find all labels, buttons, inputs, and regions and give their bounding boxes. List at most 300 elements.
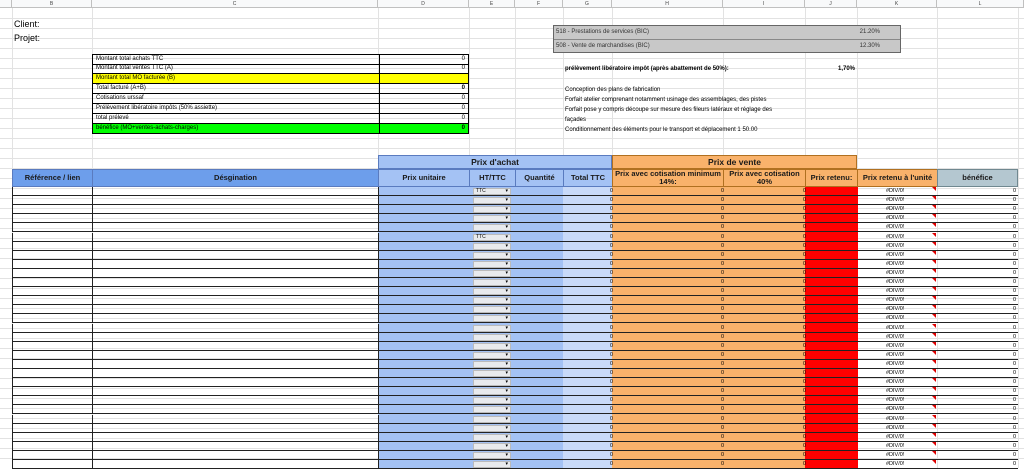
prix-min-cell[interactable]: 0 bbox=[720, 334, 724, 340]
chevron-down-icon[interactable]: ▾ bbox=[505, 361, 508, 367]
table-row[interactable] bbox=[12, 424, 1018, 433]
prix-40-cell[interactable]: 0 bbox=[802, 379, 806, 385]
chevron-down-icon[interactable]: ▾ bbox=[505, 252, 508, 258]
ht-ttc-dropdown[interactable] bbox=[473, 279, 511, 286]
prix-min-cell[interactable]: 0 bbox=[720, 452, 724, 458]
summary-row[interactable] bbox=[92, 104, 469, 114]
prix-40-cell[interactable]: 0 bbox=[802, 452, 806, 458]
benefice-cell[interactable]: 0 bbox=[1012, 325, 1016, 331]
benefice-cell[interactable]: 0 bbox=[1012, 406, 1016, 412]
prix-unite-cell[interactable]: #DIV/0! bbox=[886, 261, 905, 267]
prix-min-cell[interactable]: 0 bbox=[720, 288, 724, 294]
table-row[interactable] bbox=[12, 314, 1018, 323]
chevron-down-icon[interactable]: ▾ bbox=[505, 206, 508, 212]
chevron-down-icon[interactable]: ▾ bbox=[505, 334, 508, 340]
error-marker-icon bbox=[932, 433, 936, 437]
chevron-down-icon[interactable]: ▾ bbox=[505, 234, 508, 240]
ht-ttc-dropdown[interactable] bbox=[473, 452, 511, 459]
table-row[interactable] bbox=[12, 205, 1018, 214]
prix-40-cell[interactable]: 0 bbox=[802, 461, 806, 467]
table-row[interactable] bbox=[12, 187, 1018, 196]
ht-ttc-dropdown[interactable] bbox=[473, 261, 511, 268]
prix-40-cell[interactable]: 0 bbox=[802, 388, 806, 394]
prix-min-cell[interactable]: 0 bbox=[720, 397, 724, 403]
benefice-cell[interactable]: 0 bbox=[1012, 343, 1016, 349]
chevron-down-icon[interactable]: ▾ bbox=[505, 224, 508, 230]
table-row[interactable] bbox=[12, 378, 1018, 387]
col-header-f[interactable]: F bbox=[515, 0, 563, 8]
summary-row[interactable] bbox=[92, 124, 469, 134]
summary-value[interactable]: 0 bbox=[461, 125, 465, 131]
table-row[interactable] bbox=[12, 433, 1018, 442]
prix-40-cell[interactable]: 0 bbox=[802, 288, 806, 294]
total-ttc-cell[interactable]: 0 bbox=[609, 224, 613, 230]
prix-min-cell[interactable]: 0 bbox=[720, 443, 724, 449]
ht-ttc-dropdown[interactable] bbox=[473, 388, 511, 395]
prix-min-cell[interactable]: 0 bbox=[720, 279, 724, 285]
benefice-cell[interactable]: 0 bbox=[1012, 388, 1016, 394]
chevron-down-icon[interactable]: ▾ bbox=[505, 325, 508, 331]
benefice-cell[interactable]: 0 bbox=[1012, 352, 1016, 358]
prix-min-cell[interactable]: 0 bbox=[720, 215, 724, 221]
total-ttc-cell[interactable]: 0 bbox=[609, 361, 613, 367]
ht-ttc-dropdown[interactable] bbox=[473, 406, 511, 413]
prix-unite-cell[interactable]: #DIV/0! bbox=[886, 397, 905, 403]
prix-40-cell[interactable]: 0 bbox=[802, 306, 806, 312]
ht-ttc-dropdown[interactable] bbox=[473, 461, 511, 468]
prix-unite-cell[interactable]: #DIV/0! bbox=[886, 361, 905, 367]
benefice-cell[interactable]: 0 bbox=[1012, 361, 1016, 367]
chevron-down-icon[interactable]: ▾ bbox=[505, 416, 508, 422]
chevron-down-icon[interactable]: ▾ bbox=[505, 388, 508, 394]
prix-40-cell[interactable]: 0 bbox=[802, 206, 806, 212]
row-divider bbox=[92, 333, 93, 342]
benefice-cell[interactable]: 0 bbox=[1012, 288, 1016, 294]
table-row[interactable] bbox=[12, 260, 1018, 269]
ht-ttc-dropdown[interactable] bbox=[473, 224, 511, 231]
prix-min-cell[interactable]: 0 bbox=[720, 243, 724, 249]
prix-min-cell[interactable]: 0 bbox=[720, 188, 724, 194]
col-header-h[interactable]: H bbox=[612, 0, 723, 8]
table-row[interactable] bbox=[12, 242, 1018, 251]
prix-min-cell[interactable]: 0 bbox=[720, 224, 724, 230]
prix-unite-cell[interactable]: #DIV/0! bbox=[886, 388, 905, 394]
row-divider bbox=[378, 415, 379, 424]
total-ttc-cell[interactable]: 0 bbox=[609, 461, 613, 467]
total-ttc-cell[interactable]: 0 bbox=[609, 288, 613, 294]
prix-40-cell[interactable]: 0 bbox=[802, 370, 806, 376]
error-marker-icon bbox=[932, 360, 936, 364]
prix-min-cell[interactable]: 0 bbox=[720, 406, 724, 412]
prix-40-cell[interactable]: 0 bbox=[802, 261, 806, 267]
benefice-cell[interactable]: 0 bbox=[1012, 279, 1016, 285]
summary-value[interactable]: 0 bbox=[461, 85, 465, 91]
prix-unite-cell[interactable]: #DIV/0! bbox=[886, 188, 905, 194]
prix-40-cell[interactable]: 0 bbox=[802, 224, 806, 230]
col-header-e[interactable]: E bbox=[469, 0, 515, 8]
prix-40-cell[interactable]: 0 bbox=[802, 243, 806, 249]
ht-ttc-dropdown[interactable] bbox=[473, 379, 511, 386]
prix-40-cell[interactable]: 0 bbox=[802, 297, 806, 303]
ht-ttc-dropdown[interactable] bbox=[473, 234, 511, 241]
benefice-cell[interactable]: 0 bbox=[1012, 461, 1016, 467]
benefice-cell[interactable]: 0 bbox=[1012, 370, 1016, 376]
prix-unite-cell[interactable]: #DIV/0! bbox=[886, 434, 905, 440]
benefice-cell[interactable]: 0 bbox=[1012, 206, 1016, 212]
total-ttc-cell[interactable]: 0 bbox=[609, 215, 613, 221]
total-ttc-cell[interactable]: 0 bbox=[609, 352, 613, 358]
total-ttc-cell[interactable]: 0 bbox=[609, 425, 613, 431]
table-row[interactable] bbox=[12, 442, 1018, 451]
total-ttc-cell[interactable]: 0 bbox=[609, 452, 613, 458]
error-marker-icon bbox=[932, 314, 936, 318]
benefice-cell[interactable]: 0 bbox=[1012, 243, 1016, 249]
chevron-down-icon[interactable]: ▾ bbox=[505, 315, 508, 321]
chevron-down-icon[interactable]: ▾ bbox=[505, 288, 508, 294]
prix-min-cell[interactable]: 0 bbox=[720, 434, 724, 440]
prix-min-cell[interactable]: 0 bbox=[720, 306, 724, 312]
ht-ttc-dropdown[interactable] bbox=[473, 297, 511, 304]
total-ttc-cell[interactable]: 0 bbox=[609, 261, 613, 267]
header-reference: Référence / lien bbox=[12, 169, 93, 187]
col-header-c[interactable]: C bbox=[92, 0, 378, 8]
total-ttc-cell[interactable]: 0 bbox=[609, 234, 613, 240]
prix-unite-cell[interactable]: #DIV/0! bbox=[886, 288, 905, 294]
benefice-cell[interactable]: 0 bbox=[1012, 224, 1016, 230]
total-ttc-cell[interactable]: 0 bbox=[609, 325, 613, 331]
benefice-cell[interactable]: 0 bbox=[1012, 416, 1016, 422]
total-ttc-cell[interactable]: 0 bbox=[609, 397, 613, 403]
error-marker-icon bbox=[932, 205, 936, 209]
error-marker-icon bbox=[932, 442, 936, 446]
summary-value[interactable]: 0 bbox=[461, 115, 465, 121]
ht-ttc-dropdown[interactable] bbox=[473, 434, 511, 441]
prix-unite-cell[interactable]: #DIV/0! bbox=[886, 215, 905, 221]
table-row[interactable] bbox=[12, 324, 1018, 333]
total-ttc-cell[interactable]: 0 bbox=[609, 334, 613, 340]
prix-40-cell[interactable]: 0 bbox=[802, 188, 806, 194]
prix-min-cell[interactable]: 0 bbox=[720, 461, 724, 467]
summary-divider bbox=[379, 114, 380, 123]
benefice-cell[interactable]: 0 bbox=[1012, 443, 1016, 449]
ht-ttc-dropdown[interactable] bbox=[473, 197, 511, 204]
prix-unite-cell[interactable]: #DIV/0! bbox=[886, 270, 905, 276]
prix-unite-cell[interactable]: #DIV/0! bbox=[886, 370, 905, 376]
summary-row[interactable] bbox=[92, 114, 469, 124]
prix-40-cell[interactable]: 0 bbox=[802, 397, 806, 403]
ht-ttc-dropdown[interactable] bbox=[473, 443, 511, 450]
ht-ttc-dropdown[interactable] bbox=[473, 306, 511, 313]
chevron-down-icon[interactable]: ▾ bbox=[505, 434, 508, 440]
chevron-down-icon[interactable]: ▾ bbox=[505, 297, 508, 303]
ht-ttc-dropdown[interactable] bbox=[473, 425, 511, 432]
prix-unite-cell[interactable]: #DIV/0! bbox=[886, 425, 905, 431]
ht-ttc-dropdown[interactable] bbox=[473, 325, 511, 332]
prix-40-cell[interactable]: 0 bbox=[802, 252, 806, 258]
ht-ttc-dropdown[interactable] bbox=[473, 315, 511, 322]
chevron-down-icon[interactable]: ▾ bbox=[505, 352, 508, 358]
benefice-cell[interactable]: 0 bbox=[1012, 188, 1016, 194]
ht-ttc-dropdown[interactable] bbox=[473, 334, 511, 341]
prix-min-cell[interactable]: 0 bbox=[720, 252, 724, 258]
summary-row[interactable] bbox=[92, 74, 469, 84]
table-row[interactable] bbox=[12, 360, 1018, 369]
prix-unite-cell[interactable]: #DIV/0! bbox=[886, 206, 905, 212]
col-header-g[interactable]: G bbox=[563, 0, 612, 8]
prix-unite-cell[interactable]: #DIV/0! bbox=[886, 443, 905, 449]
prix-40-cell[interactable]: 0 bbox=[802, 416, 806, 422]
table-row[interactable] bbox=[12, 387, 1018, 396]
total-ttc-cell[interactable]: 0 bbox=[609, 252, 613, 258]
benefice-cell[interactable]: 0 bbox=[1012, 252, 1016, 258]
prix-unite-cell[interactable]: #DIV/0! bbox=[886, 416, 905, 422]
prix-min-cell[interactable]: 0 bbox=[720, 325, 724, 331]
prix-unite-cell[interactable]: #DIV/0! bbox=[886, 334, 905, 340]
benefice-cell[interactable]: 0 bbox=[1012, 297, 1016, 303]
prix-unite-cell[interactable]: #DIV/0! bbox=[886, 197, 905, 203]
col-header-k[interactable]: K bbox=[857, 0, 937, 8]
chevron-down-icon[interactable]: ▾ bbox=[505, 370, 508, 376]
chevron-down-icon[interactable]: ▾ bbox=[505, 197, 508, 203]
prix-min-cell[interactable]: 0 bbox=[720, 388, 724, 394]
table-row[interactable] bbox=[12, 333, 1018, 342]
ht-ttc-dropdown[interactable] bbox=[473, 270, 511, 277]
summary-row[interactable] bbox=[92, 84, 469, 94]
table-row[interactable] bbox=[12, 196, 1018, 205]
benefice-cell[interactable]: 0 bbox=[1012, 397, 1016, 403]
chevron-down-icon[interactable]: ▾ bbox=[505, 452, 508, 458]
summary-value[interactable]: 0 bbox=[461, 56, 465, 62]
total-ttc-cell[interactable]: 0 bbox=[609, 416, 613, 422]
benefice-cell[interactable]: 0 bbox=[1012, 434, 1016, 440]
prix-min-cell[interactable]: 0 bbox=[720, 361, 724, 367]
total-ttc-cell[interactable]: 0 bbox=[609, 206, 613, 212]
benefice-cell[interactable]: 0 bbox=[1012, 215, 1016, 221]
ht-ttc-dropdown[interactable] bbox=[473, 288, 511, 295]
chevron-down-icon[interactable]: ▾ bbox=[505, 379, 508, 385]
prix-unite-cell[interactable]: #DIV/0! bbox=[886, 252, 905, 258]
prix-min-cell[interactable]: 0 bbox=[720, 261, 724, 267]
prix-min-cell[interactable]: 0 bbox=[720, 315, 724, 321]
row-divider bbox=[378, 405, 379, 414]
total-ttc-cell[interactable]: 0 bbox=[609, 297, 613, 303]
table-row[interactable] bbox=[12, 451, 1018, 460]
ht-ttc-dropdown[interactable] bbox=[473, 206, 511, 213]
chevron-down-icon[interactable]: ▾ bbox=[505, 243, 508, 249]
prix-min-cell[interactable]: 0 bbox=[720, 416, 724, 422]
error-marker-icon bbox=[932, 333, 936, 337]
table-row[interactable] bbox=[12, 223, 1018, 232]
row-divider bbox=[12, 405, 13, 414]
chevron-down-icon[interactable]: ▾ bbox=[505, 261, 508, 267]
summary-row[interactable] bbox=[92, 94, 469, 104]
row-divider bbox=[12, 251, 13, 260]
ht-ttc-dropdown[interactable] bbox=[473, 188, 511, 195]
total-ttc-cell[interactable]: 0 bbox=[609, 379, 613, 385]
benefice-cell[interactable]: 0 bbox=[1012, 379, 1016, 385]
summary-row[interactable] bbox=[92, 64, 469, 74]
prix-unite-cell[interactable]: #DIV/0! bbox=[886, 452, 905, 458]
prix-min-cell[interactable]: 0 bbox=[720, 206, 724, 212]
prix-40-cell[interactable]: 0 bbox=[802, 197, 806, 203]
prix-40-cell[interactable]: 0 bbox=[802, 215, 806, 221]
prix-min-cell[interactable]: 0 bbox=[720, 379, 724, 385]
prix-40-cell[interactable]: 0 bbox=[802, 425, 806, 431]
row-divider bbox=[12, 351, 13, 360]
prix-min-cell[interactable]: 0 bbox=[720, 297, 724, 303]
prix-40-cell[interactable]: 0 bbox=[802, 315, 806, 321]
row-divider bbox=[12, 415, 13, 424]
prix-unite-cell[interactable]: #DIV/0! bbox=[886, 406, 905, 412]
prelevement-label: prélèvement libératoire impôt (après abattement de 50%): bbox=[565, 66, 729, 72]
prix-min-cell[interactable]: 0 bbox=[720, 352, 724, 358]
benefice-cell[interactable]: 0 bbox=[1012, 234, 1016, 240]
corner-cell[interactable] bbox=[0, 0, 12, 8]
prix-min-cell[interactable]: 0 bbox=[720, 425, 724, 431]
chevron-down-icon[interactable]: ▾ bbox=[505, 397, 508, 403]
table-row[interactable] bbox=[12, 214, 1018, 223]
ht-ttc-dropdown[interactable] bbox=[473, 215, 511, 222]
ht-ttc-dropdown[interactable] bbox=[473, 252, 511, 259]
table-row[interactable] bbox=[12, 342, 1018, 351]
benefice-cell[interactable]: 0 bbox=[1012, 452, 1016, 458]
total-ttc-cell[interactable]: 0 bbox=[609, 370, 613, 376]
total-ttc-cell[interactable]: 0 bbox=[609, 434, 613, 440]
row-divider bbox=[92, 214, 93, 223]
chevron-down-icon[interactable]: ▾ bbox=[505, 461, 508, 467]
total-ttc-cell[interactable]: 0 bbox=[609, 443, 613, 449]
total-ttc-cell[interactable]: 0 bbox=[609, 279, 613, 285]
ht-ttc-dropdown[interactable] bbox=[473, 361, 511, 368]
ht-ttc-dropdown[interactable] bbox=[473, 343, 511, 350]
benefice-cell[interactable]: 0 bbox=[1012, 306, 1016, 312]
total-ttc-cell[interactable]: 0 bbox=[609, 270, 613, 276]
prix-40-cell[interactable]: 0 bbox=[802, 279, 806, 285]
prix-unite-cell[interactable]: #DIV/0! bbox=[886, 343, 905, 349]
row-divider bbox=[92, 223, 93, 232]
chevron-down-icon[interactable]: ▾ bbox=[505, 215, 508, 221]
chevron-down-icon[interactable]: ▾ bbox=[505, 188, 508, 194]
prix-min-cell[interactable]: 0 bbox=[720, 234, 724, 240]
chevron-down-icon[interactable]: ▾ bbox=[505, 443, 508, 449]
prix-40-cell[interactable]: 0 bbox=[802, 361, 806, 367]
prix-unite-cell[interactable]: #DIV/0! bbox=[886, 224, 905, 230]
prix-min-cell[interactable]: 0 bbox=[720, 370, 724, 376]
ht-ttc-dropdown[interactable] bbox=[473, 416, 511, 423]
prix-unite-cell[interactable]: #DIV/0! bbox=[886, 315, 905, 321]
table-row[interactable] bbox=[12, 296, 1018, 305]
prix-40-cell[interactable]: 0 bbox=[802, 352, 806, 358]
table-row[interactable] bbox=[12, 233, 1018, 242]
col-header-d[interactable]: D bbox=[378, 0, 469, 8]
chevron-down-icon[interactable]: ▾ bbox=[505, 306, 508, 312]
prix-40-cell[interactable]: 0 bbox=[802, 434, 806, 440]
total-ttc-cell[interactable]: 0 bbox=[609, 315, 613, 321]
summary-value[interactable]: 0 bbox=[461, 105, 465, 111]
benefice-cell[interactable]: 0 bbox=[1012, 334, 1016, 340]
prix-40-cell[interactable]: 0 bbox=[802, 443, 806, 449]
ht-ttc-dropdown[interactable] bbox=[473, 243, 511, 250]
table-row[interactable] bbox=[12, 269, 1018, 278]
ht-ttc-dropdown[interactable] bbox=[473, 352, 511, 359]
col-header-i[interactable]: I bbox=[723, 0, 805, 8]
summary-value[interactable]: 0 bbox=[461, 95, 465, 101]
total-ttc-cell[interactable]: 0 bbox=[609, 406, 613, 412]
table-row[interactable] bbox=[12, 305, 1018, 314]
chevron-down-icon[interactable]: ▾ bbox=[505, 425, 508, 431]
table-row[interactable] bbox=[12, 351, 1018, 360]
prix-min-cell[interactable]: 0 bbox=[720, 270, 724, 276]
prix-unite-cell[interactable]: #DIV/0! bbox=[886, 352, 905, 358]
chevron-down-icon[interactable]: ▾ bbox=[505, 279, 508, 285]
group-header-vente: Prix de vente bbox=[612, 155, 857, 169]
table-row[interactable] bbox=[12, 369, 1018, 378]
summary-label: Montant total ventes TTC (A) bbox=[96, 65, 173, 71]
prix-unite-cell[interactable]: #DIV/0! bbox=[886, 461, 905, 467]
summary-value[interactable]: 0 bbox=[461, 65, 465, 71]
prix-unite-cell[interactable]: #DIV/0! bbox=[886, 306, 905, 312]
benefice-cell[interactable]: 0 bbox=[1012, 261, 1016, 267]
prix-40-cell[interactable]: 0 bbox=[802, 270, 806, 276]
prix-40-cell[interactable]: 0 bbox=[802, 343, 806, 349]
table-row[interactable] bbox=[12, 405, 1018, 414]
benefice-cell[interactable]: 0 bbox=[1012, 425, 1016, 431]
ht-ttc-dropdown[interactable] bbox=[473, 397, 511, 404]
prix-unite-cell[interactable]: #DIV/0! bbox=[886, 325, 905, 331]
prix-unite-cell[interactable]: #DIV/0! bbox=[886, 243, 905, 249]
prix-min-cell[interactable]: 0 bbox=[720, 197, 724, 203]
table-row[interactable] bbox=[12, 251, 1018, 260]
prix-unite-cell[interactable]: #DIV/0! bbox=[886, 234, 905, 240]
prix-40-cell[interactable]: 0 bbox=[802, 234, 806, 240]
table-row[interactable] bbox=[12, 287, 1018, 296]
prix-unite-cell[interactable]: #DIV/0! bbox=[886, 297, 905, 303]
col-header-j[interactable]: J bbox=[805, 0, 857, 8]
prix-unite-cell[interactable]: #DIV/0! bbox=[886, 379, 905, 385]
total-ttc-cell[interactable]: 0 bbox=[609, 306, 613, 312]
total-ttc-cell[interactable]: 0 bbox=[609, 243, 613, 249]
table-row[interactable] bbox=[12, 415, 1018, 424]
col-header-l[interactable]: L bbox=[937, 0, 1024, 8]
table-row[interactable] bbox=[12, 278, 1018, 287]
prelevement-value: 1,70% bbox=[838, 66, 856, 72]
prix-unite-cell[interactable]: #DIV/0! bbox=[886, 279, 905, 285]
prix-40-cell[interactable]: 0 bbox=[802, 406, 806, 412]
chevron-down-icon[interactable]: ▾ bbox=[505, 406, 508, 412]
chevron-down-icon[interactable]: ▾ bbox=[505, 270, 508, 276]
total-ttc-cell[interactable]: 0 bbox=[609, 343, 613, 349]
ht-ttc-dropdown[interactable] bbox=[473, 370, 511, 377]
note-facades: façades bbox=[565, 117, 587, 123]
grid-hline bbox=[0, 18, 1024, 19]
prix-40-cell[interactable]: 0 bbox=[802, 334, 806, 340]
prix-40-cell[interactable]: 0 bbox=[802, 325, 806, 331]
col-header-b[interactable]: B bbox=[12, 0, 92, 8]
prix-min-cell[interactable]: 0 bbox=[720, 343, 724, 349]
total-ttc-cell[interactable]: 0 bbox=[609, 197, 613, 203]
benefice-cell[interactable]: 0 bbox=[1012, 197, 1016, 203]
total-ttc-cell[interactable]: 0 bbox=[609, 188, 613, 194]
benefice-cell[interactable]: 0 bbox=[1012, 270, 1016, 276]
benefice-cell[interactable]: 0 bbox=[1012, 315, 1016, 321]
grid-hline bbox=[0, 138, 1024, 139]
row-divider bbox=[12, 442, 13, 451]
row-divider bbox=[378, 333, 379, 342]
total-ttc-cell[interactable]: 0 bbox=[609, 388, 613, 394]
chevron-down-icon[interactable]: ▾ bbox=[505, 343, 508, 349]
row-divider bbox=[378, 324, 379, 333]
table-row[interactable] bbox=[12, 396, 1018, 405]
